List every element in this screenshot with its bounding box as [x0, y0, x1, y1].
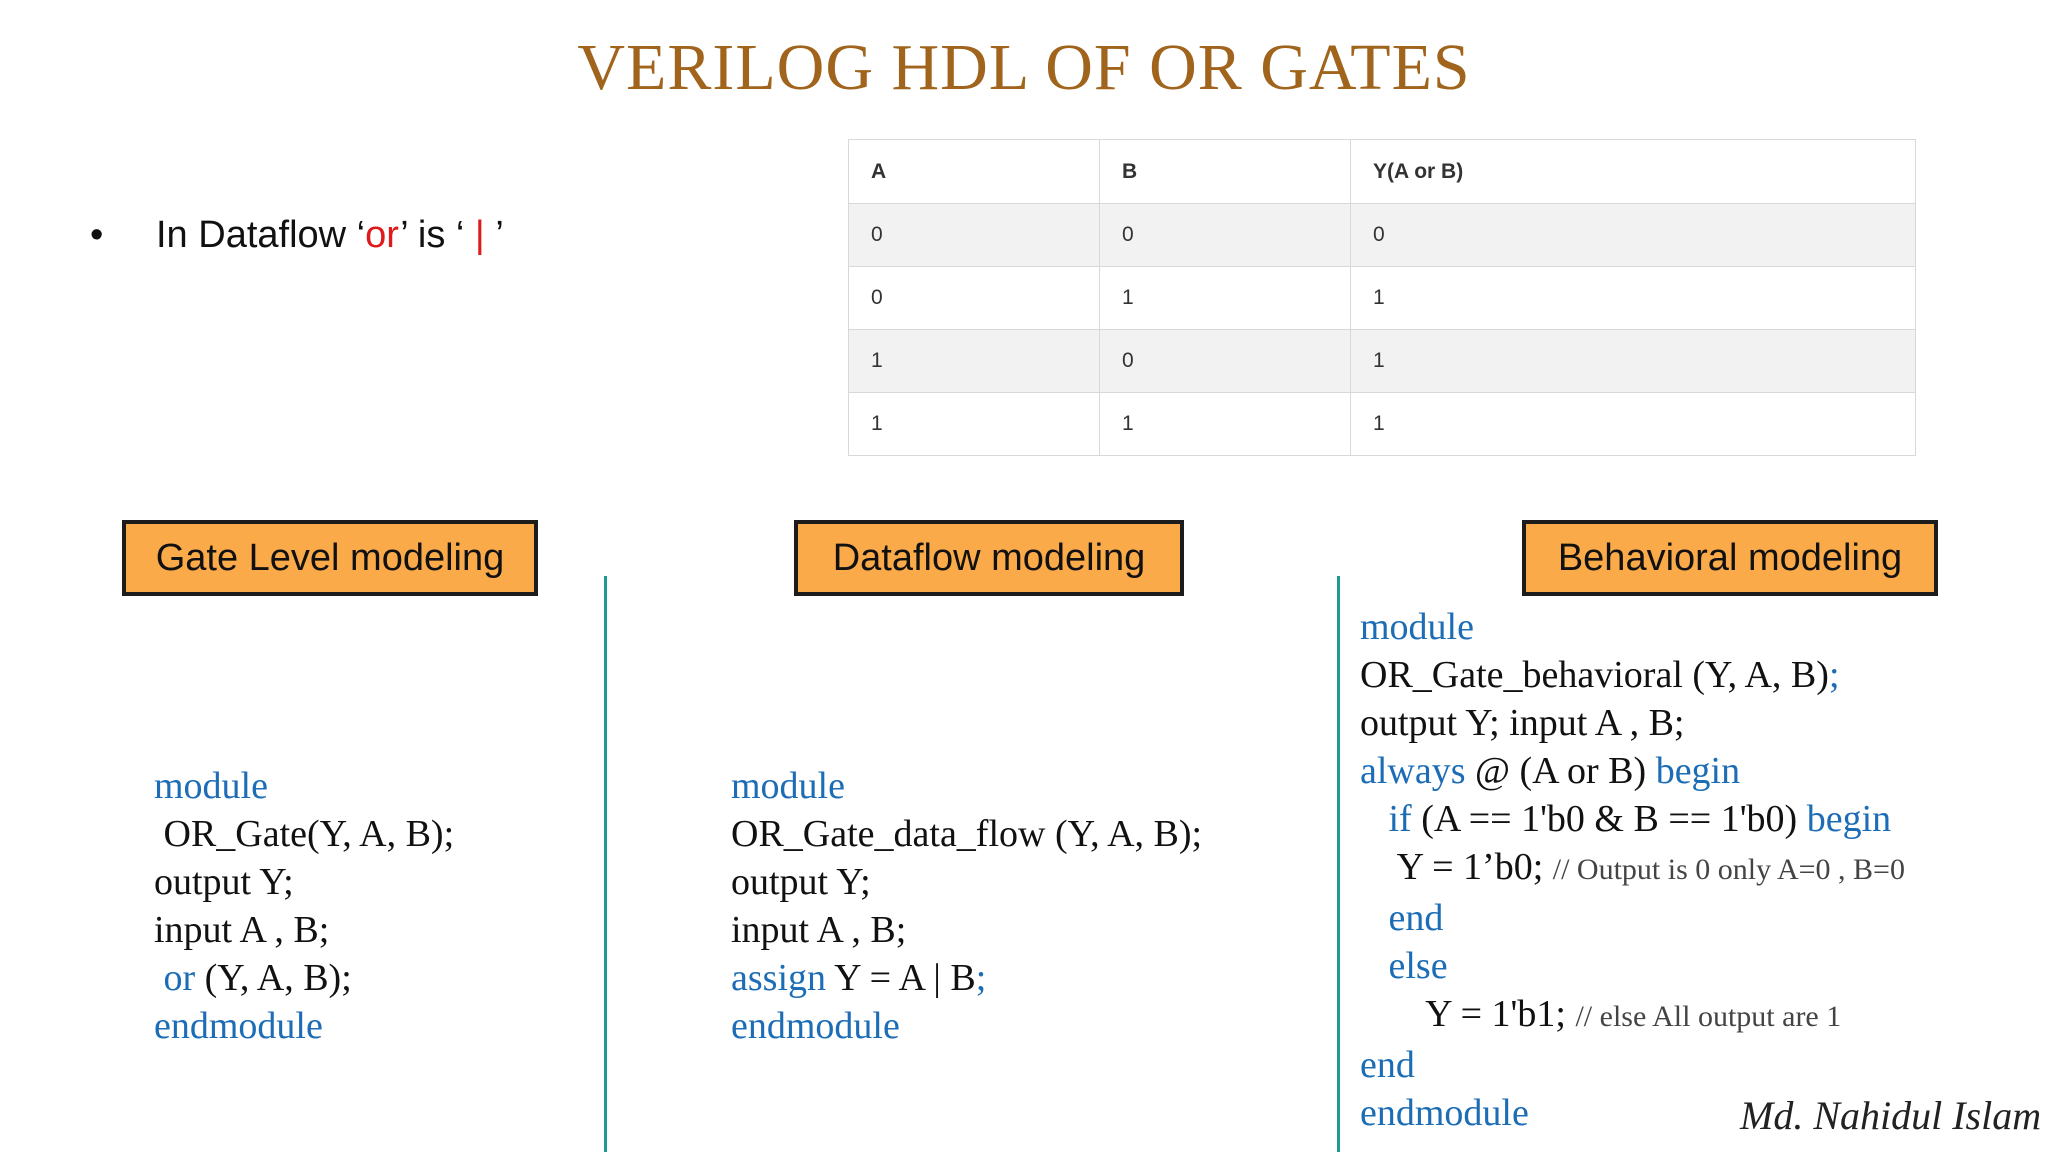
table-cell: 1	[1100, 393, 1351, 456]
code-line: output Y; input A , B;	[1360, 702, 1685, 744]
dataflow-code	[731, 762, 1202, 1050]
table-row	[849, 267, 1916, 330]
code-line: OR_Gate_data_flow (Y, A, B);	[731, 813, 1203, 855]
column-divider-left	[604, 576, 607, 1152]
code-semicolon: ;	[975, 957, 987, 999]
code-indent	[1360, 798, 1389, 840]
bullet-or-word: or	[365, 214, 401, 256]
code-line: end	[1360, 1044, 1415, 1086]
bullet-pipe-symbol: |	[474, 214, 485, 256]
code-line: output Y;	[731, 861, 871, 903]
table-header-a: A	[849, 140, 1100, 204]
code-text: Y = 1'b1;	[1360, 993, 1576, 1035]
code-line	[1360, 651, 1905, 699]
bullet-dataflow-or	[90, 214, 504, 257]
code-line	[1360, 843, 1905, 894]
code-line: endmodule	[731, 1005, 900, 1047]
code-line	[1360, 990, 1905, 1041]
code-line: else	[1360, 945, 1448, 987]
table-cell: 1	[1100, 267, 1351, 330]
table-cell: 1	[849, 393, 1100, 456]
code-text: OR_Gate_behavioral (Y, A, B)	[1360, 654, 1829, 696]
author-signature: Md. Nahidul Islam	[1740, 1093, 2042, 1138]
bullet-marker: •	[90, 214, 104, 256]
code-comment: // Output is 0 only A=0 , B=0	[1552, 853, 1905, 886]
table-cell: 0	[849, 204, 1100, 267]
code-line: module	[154, 765, 268, 807]
code-line: endmodule	[154, 1005, 323, 1047]
truth-table	[848, 139, 1916, 456]
code-text: Y = A | B	[826, 957, 976, 999]
code-line: input A , B;	[731, 909, 907, 951]
gate-level-label: Gate Level modeling	[122, 520, 538, 596]
table-cell: 1	[1351, 393, 1916, 456]
table-header-b: B	[1100, 140, 1351, 204]
code-keyword: if	[1388, 798, 1412, 840]
code-text: Y = 1’b0;	[1360, 846, 1553, 888]
code-line: input A , B;	[154, 909, 330, 951]
table-row	[849, 393, 1916, 456]
code-line	[731, 954, 1202, 1002]
code-line: module	[731, 765, 845, 807]
code-keyword: or	[154, 957, 196, 999]
code-line: output Y;	[154, 861, 294, 903]
code-line: endmodule	[1360, 1092, 1529, 1134]
code-semicolon: ;	[1828, 654, 1840, 696]
table-cell: 1	[1351, 330, 1916, 393]
table-cell: 0	[1100, 204, 1351, 267]
table-header-y: Y(A or B)	[1351, 140, 1916, 204]
code-line: end	[1360, 897, 1444, 939]
behavioral-label: Behavioral modeling	[1522, 520, 1938, 596]
gate-level-code	[154, 762, 454, 1050]
table-cell: 1	[849, 330, 1100, 393]
code-line	[1360, 747, 1905, 795]
code-keyword: begin	[1655, 750, 1741, 792]
table-header-row	[849, 140, 1916, 204]
table-cell: 0	[1100, 330, 1351, 393]
code-comment: // else All output are 1	[1575, 1000, 1842, 1033]
bullet-text-suffix: ’	[484, 214, 504, 256]
dataflow-label: Dataflow modeling	[794, 520, 1184, 596]
code-line: module	[1360, 606, 1474, 648]
bullet-text-mid: ’ is ‘	[400, 214, 475, 256]
code-line	[1360, 795, 1905, 843]
table-cell: 1	[1351, 267, 1916, 330]
code-keyword: begin	[1806, 798, 1892, 840]
code-line	[154, 954, 454, 1002]
code-text: @ (A or B)	[1465, 750, 1656, 792]
behavioral-code	[1360, 603, 1905, 1137]
bullet-text-prefix: In Dataflow ‘	[156, 214, 366, 256]
code-text: (A == 1'b0 & B == 1'b0)	[1411, 798, 1807, 840]
table-row	[849, 330, 1916, 393]
slide-title: VERILOG HDL OF OR GATES	[577, 31, 1471, 104]
table-cell: 0	[849, 267, 1100, 330]
column-divider-right	[1337, 576, 1340, 1152]
code-keyword: assign	[731, 957, 826, 999]
table-cell: 0	[1351, 204, 1916, 267]
table-row	[849, 204, 1916, 267]
code-line: OR_Gate(Y, A, B);	[154, 813, 455, 855]
code-keyword: always	[1360, 750, 1466, 792]
code-text: (Y, A, B);	[195, 957, 352, 999]
